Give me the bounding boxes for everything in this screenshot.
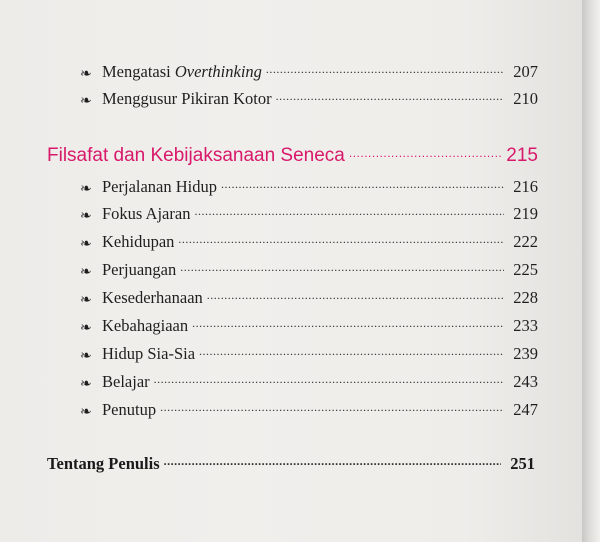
toc-entry[interactable] bbox=[80, 314, 538, 338]
toc-entry-page: 210 bbox=[513, 89, 538, 108]
toc-entry-title: Perjalanan Hidup bbox=[102, 177, 218, 196]
fleuron-bullet-icon: ❧ bbox=[80, 321, 92, 336]
leader-dots bbox=[194, 205, 504, 215]
toc-entry-title: Kehidupan bbox=[102, 232, 175, 251]
toc-entry-page: 233 bbox=[513, 316, 538, 335]
fleuron-bullet-icon: ❧ bbox=[80, 293, 92, 308]
toc-entry[interactable] bbox=[80, 398, 538, 422]
toc-entry[interactable] bbox=[80, 258, 538, 282]
toc-entry-title: Kesederhanaan bbox=[102, 288, 203, 307]
toc-author-section[interactable] bbox=[47, 451, 535, 477]
author-section-title: Tentang Penulis bbox=[47, 454, 160, 473]
fleuron-bullet-icon: ❧ bbox=[80, 237, 92, 252]
fleuron-bullet-icon: ❧ bbox=[80, 209, 92, 224]
toc-entry-title: Kebahagiaan bbox=[102, 316, 189, 335]
leader-dots bbox=[178, 233, 504, 243]
leader-dots bbox=[221, 178, 504, 188]
toc-entry-title: Fokus Ajaran bbox=[102, 204, 191, 223]
leader-dots bbox=[207, 289, 504, 299]
toc-entry[interactable] bbox=[80, 175, 538, 199]
chapter-page: 215 bbox=[506, 145, 538, 166]
leader-dots bbox=[266, 63, 504, 73]
toc-entry-title: Hidup Sia-Sia bbox=[102, 344, 196, 363]
toc-entry-page: 225 bbox=[513, 260, 538, 279]
toc-entry[interactable] bbox=[80, 202, 538, 226]
toc-entry-page: 228 bbox=[513, 288, 538, 307]
toc-entry-title: Penutup bbox=[102, 400, 157, 419]
leader-dots bbox=[154, 373, 504, 383]
leader-dots bbox=[349, 147, 502, 157]
toc-entry-page: 243 bbox=[513, 372, 538, 391]
toc-entry[interactable] bbox=[80, 342, 538, 366]
toc-entry-page: 219 bbox=[513, 204, 538, 223]
leader-dots bbox=[160, 401, 504, 411]
fleuron-bullet-icon: ❧ bbox=[80, 377, 92, 392]
toc-entry-page: 207 bbox=[513, 62, 538, 81]
chapter-title: Filsafat dan Kebijaksanaan Seneca bbox=[47, 145, 345, 166]
author-section-page: 251 bbox=[510, 454, 535, 473]
toc-entry-page: 247 bbox=[513, 400, 538, 419]
fleuron-bullet-icon: ❧ bbox=[80, 67, 92, 82]
toc-entry[interactable] bbox=[80, 87, 538, 111]
toc-entry[interactable] bbox=[80, 60, 538, 84]
leader-dots bbox=[276, 90, 504, 100]
toc-entry[interactable] bbox=[80, 370, 538, 394]
fleuron-bullet-icon: ❧ bbox=[80, 349, 92, 364]
fleuron-bullet-icon: ❧ bbox=[80, 182, 92, 197]
fleuron-bullet-icon: ❧ bbox=[80, 94, 92, 109]
fleuron-bullet-icon: ❧ bbox=[80, 405, 92, 420]
toc-entry-page: 222 bbox=[513, 232, 538, 251]
leader-dots bbox=[164, 455, 501, 465]
toc-entry-title: Perjuangan bbox=[102, 260, 177, 279]
toc-entry[interactable] bbox=[80, 286, 538, 310]
toc-entry-page: 239 bbox=[513, 344, 538, 363]
leader-dots bbox=[199, 345, 504, 355]
toc-entry-title: Mengatasi Overthinking bbox=[102, 62, 262, 81]
toc-entry-page: 216 bbox=[513, 177, 538, 196]
leader-dots bbox=[180, 261, 504, 271]
toc-entry-title: Menggusur Pikiran Kotor bbox=[102, 89, 272, 108]
toc-entry-title: Belajar bbox=[102, 372, 150, 391]
leader-dots bbox=[192, 317, 504, 327]
toc-chapter-heading[interactable] bbox=[47, 142, 538, 170]
toc-entry[interactable] bbox=[80, 230, 538, 254]
fleuron-bullet-icon: ❧ bbox=[80, 265, 92, 280]
page-edge bbox=[582, 0, 600, 542]
